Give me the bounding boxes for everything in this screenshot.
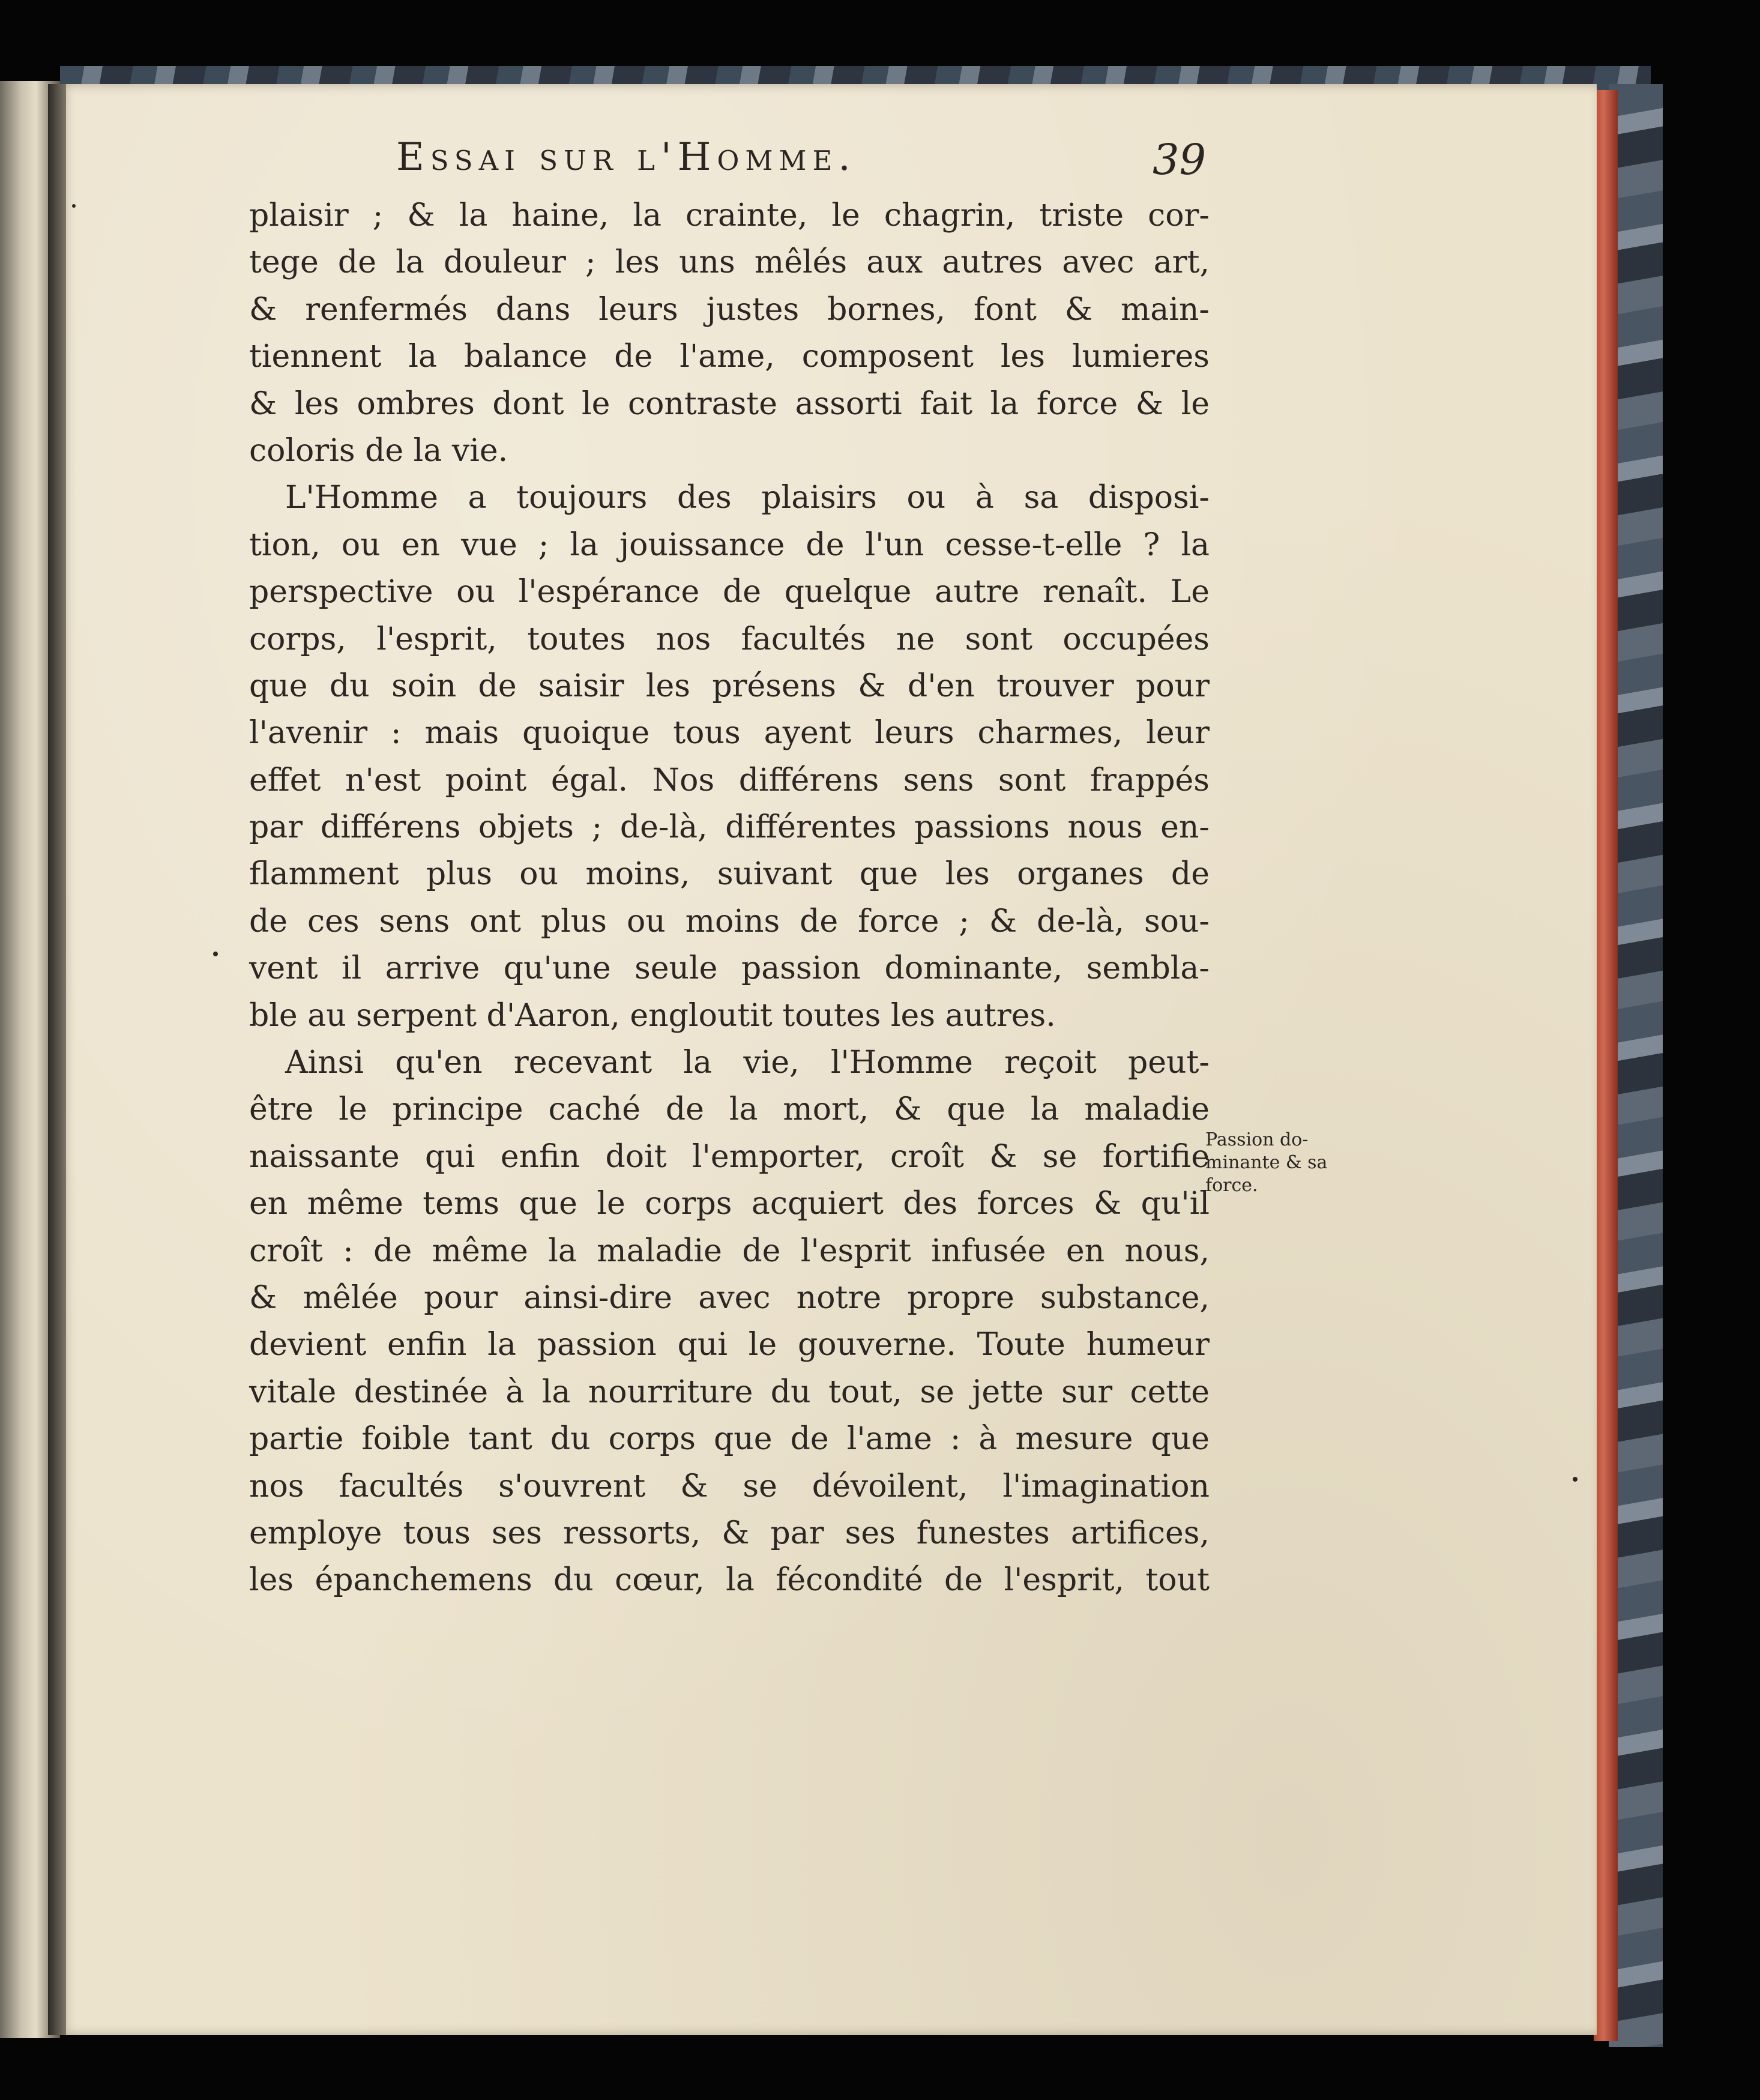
text-line: Ainsi qu'en recevant la vie, l'Homme reçoit peut- [285, 1045, 1210, 1081]
margin-note-line: Passion do- [1205, 1129, 1309, 1150]
text-line: en même tems que le corps acquiert des forces & qu'il [249, 1186, 1210, 1222]
running-header [396, 135, 1237, 189]
text-line: & mêlée pour ainsi-dire avec notre propre substance, [249, 1279, 1210, 1316]
margin-note-line: minante & sa [1205, 1152, 1328, 1173]
page-number: 39 [1153, 135, 1207, 184]
margin-note [1205, 1129, 1355, 1197]
text-line: partie foible tant du corps que de l'ame : à mesure que [249, 1421, 1210, 1458]
ink-speck [1573, 1477, 1578, 1482]
text-line: flamment plus ou moins, suivant que les organes de [249, 856, 1210, 893]
text-line: corps, l'esprit, toutes nos facultés ne sont occupées [249, 621, 1210, 657]
text-line: plaisir ; & la haine, la crainte, le chagrin, triste cor- [249, 198, 1210, 234]
red-page-edge [1594, 90, 1618, 2041]
text-line: coloris de la vie. [249, 432, 508, 469]
ink-speck [213, 952, 218, 956]
text-line: les épanchemens du cœur, la fécondité de l'esprit, tout [249, 1562, 1210, 1599]
text-line: employe tous ses ressorts, & par ses funestes artifices, [249, 1515, 1210, 1551]
text-line: devient enfin la passion qui le gouverne. Toute humeur [249, 1327, 1210, 1363]
text-line: vitale destinée à la nourriture du tout, se jette sur cette [249, 1374, 1210, 1410]
text-line: par différens objets ; de-là, différentes passions nous en- [249, 809, 1210, 846]
text-line: & les ombres dont le contraste assorti fait la force & le [249, 385, 1210, 422]
text-line: tion, ou en vue ; la jouissance de l'un cesse-t-elle ? la [249, 527, 1210, 563]
binding-gutter [48, 84, 66, 2035]
text-line: naissante qui enfin doit l'emporter, croît & se fortifie [249, 1138, 1210, 1175]
text-line: perspective ou l'espérance de quelque autre renaît. Le [249, 574, 1210, 611]
text-line: vent il arrive qu'une seule passion dominante, sembla- [249, 950, 1210, 987]
text-line: être le principe caché de la mort, & que la maladie [249, 1091, 1210, 1128]
body-text [249, 192, 1210, 1604]
text-line: que du soin de saisir les présens & d'en trouver pour [249, 668, 1210, 704]
text-line: L'Homme a toujours des plaisirs ou à sa disposi- [285, 480, 1210, 516]
text-line: de ces sens ont plus ou moins de force ; & de-là, sou- [249, 903, 1210, 940]
text-line: & renfermés dans leurs justes bornes, font & main- [249, 291, 1210, 328]
margin-note-line: force. [1205, 1175, 1258, 1196]
text-line: l'avenir : mais quoique tous ayent leurs charmes, leur [249, 715, 1210, 752]
text-line: nos facultés s'ouvrent & se dévoilent, l'imagination [249, 1468, 1210, 1504]
text-line: tege de la douleur ; les uns mêlés aux autres avec art, [249, 244, 1210, 281]
text-line: croît : de même la maladie de l'esprit infusée en nous, [249, 1233, 1210, 1269]
ink-speck [72, 204, 76, 208]
text-line: tiennent la balance de l'ame, composent les lumieres [249, 339, 1210, 375]
running-title: Essai sur l'Homme. [396, 135, 857, 180]
text-line: ble au serpent d'Aaron, engloutit toutes les autres. [249, 997, 1056, 1034]
text-line: effet n'est point égal. Nos différens sens sont frappés [249, 762, 1210, 798]
